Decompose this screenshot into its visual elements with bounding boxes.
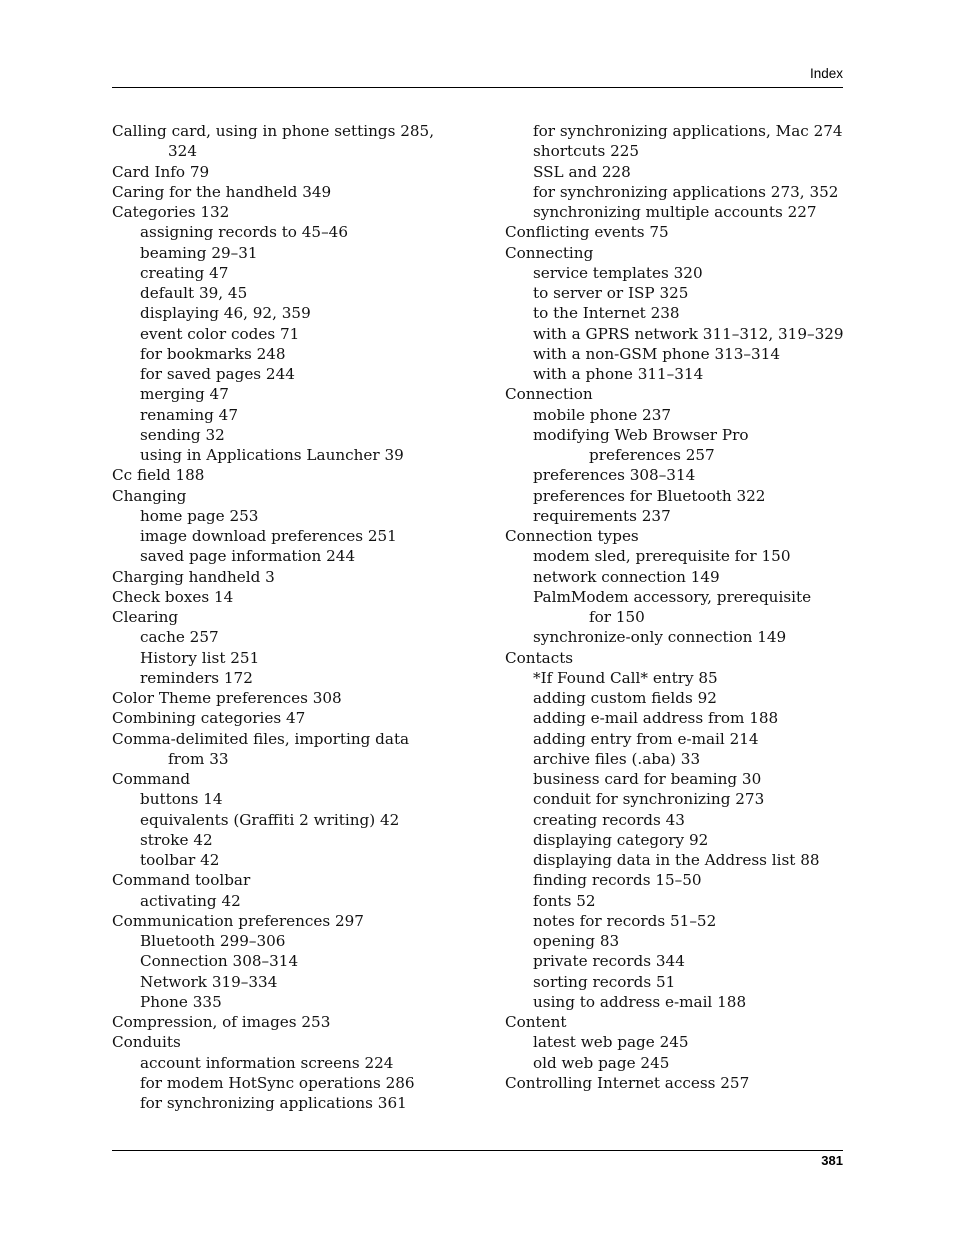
index-subentry: *If Found Call* entry 85 [533,668,718,687]
index-subentry: home page 253 [140,506,259,525]
index-subentry: for saved pages 244 [140,365,295,383]
index-entry: Command [112,770,191,788]
index-subentry: cache 257 [140,628,219,647]
index-subentry: beaming 29–31 [140,243,258,262]
index-subentry: adding e-mail address from 188 [533,709,779,728]
index-subentry: Bluetooth 299–306 [140,932,286,950]
index-entry: Controlling Internet access 257 [505,1073,750,1092]
index-subentry: finding records 15–50 [533,871,702,890]
index-entry: Contacts [505,648,574,667]
index-column-left [112,121,472,1113]
index-subentry: business card for beaming 30 [533,770,762,788]
index-subentry: mobile phone 237 [533,405,672,424]
index-entry: Clearing [112,608,179,626]
index-entry: Communication preferences 297 [112,911,364,930]
index-subentry: image download preferences 251 [140,527,397,545]
index-entry: Calling card, using in phone settings 285, [112,122,435,140]
index-subentry: to the Internet 238 [533,304,680,323]
index-subentry: for synchronizing applications 273, 352 [533,182,839,201]
index-subentry: shortcuts 225 [533,142,640,161]
index-subentry: archive files (.aba) 33 [533,749,701,768]
index-subentry: preferences 308–314 [533,466,696,485]
index-subentry: service templates 320 [533,263,703,282]
index-subentry: equivalents (Graffiti 2 writing) 42 [140,810,400,829]
index-subentry: account information screens 224 [140,1053,394,1072]
index-subentry: using in Applications Launcher 39 [140,446,404,464]
index-subentry: modem sled, prerequisite for 150 [533,547,791,566]
index-subentry: SSL and 228 [533,162,631,181]
index-subentry: Network 319–334 [140,972,278,991]
index-entry: Cc field 188 [112,466,205,485]
index-entry: Card Info 79 [112,162,210,181]
index-subentry: displaying 46, 92, 359 [140,304,311,323]
index-subentry: renaming 47 [140,405,238,424]
index-subentry: PalmModem accessory, prerequisite [533,587,812,606]
index-subentry: for bookmarks 248 [140,344,286,363]
index-subentry: modifying Web Browser Pro [533,425,749,444]
index-subentry: toolbar 42 [140,851,220,869]
index-entry: Charging handheld 3 [112,567,275,586]
index-subentry: for synchronizing applications, Mac 274 [533,122,843,140]
index-entry: Conduits [112,1033,181,1052]
index-subentry: sorting records 51 [533,972,676,991]
index-subentry: conduit for synchronizing 273 [533,790,765,809]
index-subentry: with a GPRS network 311–312, 319–329 [533,324,844,343]
index-subentry: merging 47 [140,385,229,404]
index-entry: Color Theme preferences 308 [112,689,342,707]
index-subentry: saved page information 244 [140,547,356,566]
index-entry: Categories 132 [112,203,230,221]
index-entry: Command toolbar [112,871,251,890]
index-subentry: synchronize-only connection 149 [533,628,787,647]
index-subentry: latest web page 245 [533,1033,689,1052]
running-header: Index [809,66,843,81]
index-entry: Combining categories 47 [112,709,306,728]
index-subentry: with a phone 311–314 [533,365,704,383]
index-subentry: Phone 335 [140,992,222,1011]
index-subentry: for synchronizing applications 361 [140,1094,407,1112]
index-subentry: opening 83 [533,932,620,950]
page-number: 381 [821,1153,843,1168]
index-subentry: displaying data in the Address list 88 [533,851,820,869]
index-subentry: for modem HotSync operations 286 [140,1073,415,1092]
index-subentry: Connection 308–314 [140,952,299,971]
header-rule [112,87,843,88]
index-subentry: private records 344 [533,952,685,971]
index-subentry: notes for records 51–52 [533,911,717,930]
index-subentry: stroke 42 [140,830,213,849]
index-entry: Caring for the handheld 349 [112,182,332,201]
index-subentry: requirements 237 [533,506,671,525]
index-subentry: to server or ISP 325 [533,284,689,302]
index-entry: Content [505,1013,567,1031]
index-entry-continuation: for 150 [589,608,645,626]
index-subentry: event color codes 71 [140,324,300,343]
index-subentry: reminders 172 [140,668,253,687]
index-subentry: buttons 14 [140,790,223,809]
index-subentry: History list 251 [140,648,260,667]
index-subentry: using to address e-mail 188 [533,992,747,1011]
index-subentry: synchronizing multiple accounts 227 [533,203,817,221]
index-entry: Check boxes 14 [112,587,234,606]
index-subentry: assigning records to 45–46 [140,223,349,242]
index-entry: Connecting [505,243,594,262]
index-subentry: preferences for Bluetooth 322 [533,486,766,505]
index-subentry: sending 32 [140,425,225,444]
index-entry-continuation: from 33 [168,749,229,768]
index-subentry: adding custom fields 92 [533,689,717,707]
index-subentry: default 39, 45 [140,284,248,302]
index-subentry: network connection 149 [533,567,720,586]
index-subentry: fonts 52 [533,891,596,910]
index-subentry: activating 42 [140,891,241,910]
index-column-right [505,121,850,1093]
index-entry: Changing [112,486,187,505]
index-entry: Connection types [505,527,639,545]
index-subentry: with a non-GSM phone 313–314 [533,344,781,363]
index-entry-continuation: 324 [168,142,197,161]
index-subentry: creating records 43 [533,810,685,829]
index-entry: Compression, of images 253 [112,1013,331,1031]
index-subentry: displaying category 92 [533,830,709,849]
footer-rule [112,1150,843,1151]
index-subentry: adding entry from e-mail 214 [533,729,759,748]
index-subentry: creating 47 [140,263,229,282]
index-entry: Comma-delimited files, importing data [112,729,410,748]
index-entry: Connection [505,385,593,404]
index-entry: Conflicting events 75 [505,223,669,242]
index-subentry: old web page 245 [533,1053,670,1072]
index-entry-continuation: preferences 257 [589,446,715,464]
